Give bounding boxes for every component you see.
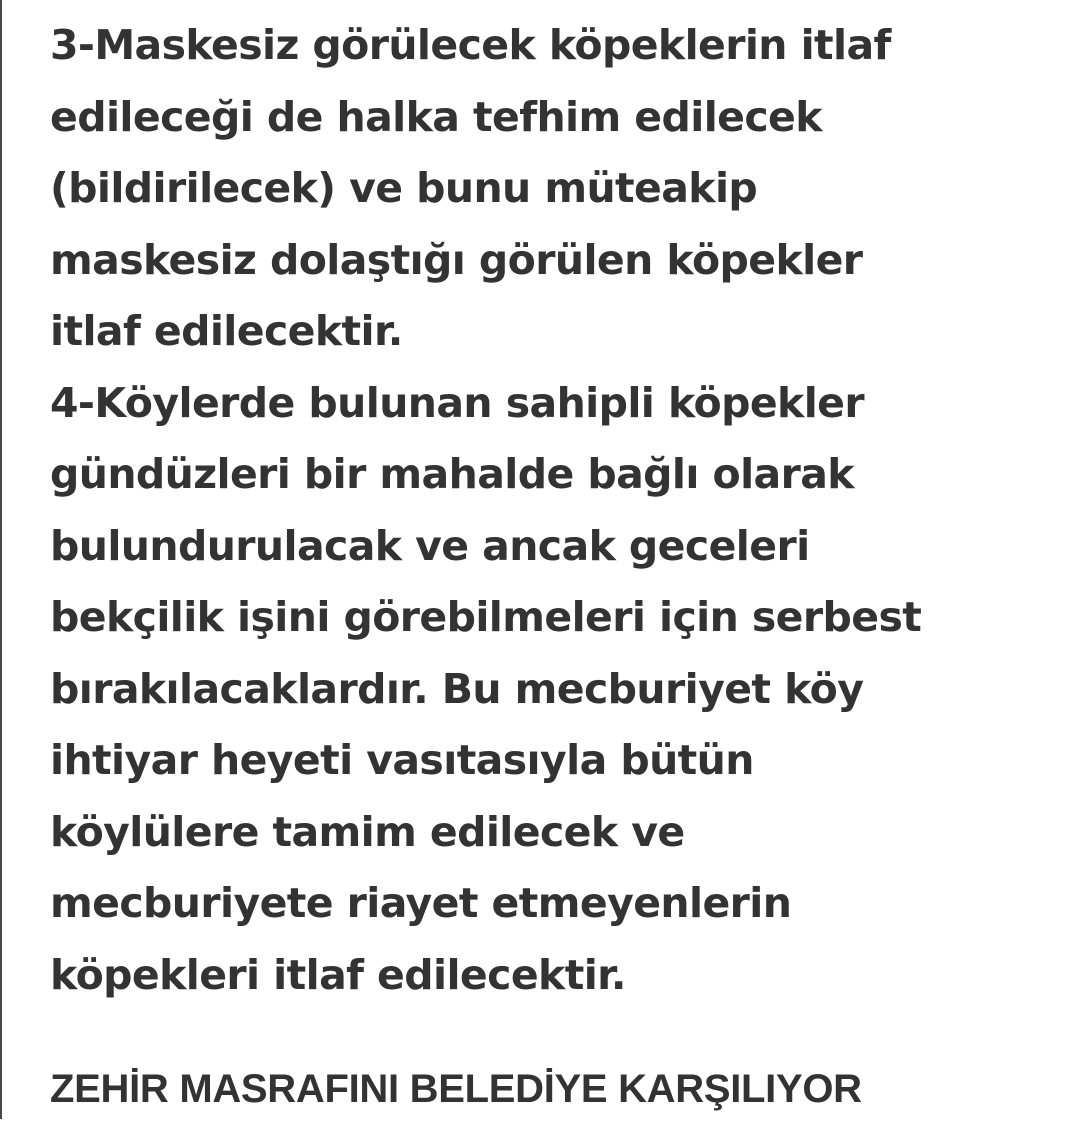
paragraph-item-3 <box>50 10 1060 368</box>
left-border-divider <box>0 0 2 1119</box>
paragraph-line: bulundurulacak ve ancak geceleri <box>50 521 810 570</box>
paragraph-line: köpekleri itlaf edilecektir. <box>50 950 626 999</box>
article-body <box>50 10 1060 1011</box>
paragraph-line: ihtiyar heyeti vasıtasıyla bütün <box>50 736 754 784</box>
paragraph-line: 4-Köylerde bulunan sahipli köpekler <box>50 378 864 427</box>
paragraph-line: gündüzleri bir mahalde bağlı olarak <box>50 450 854 498</box>
paragraph-line: 3-Maskesiz görülecek köpeklerin itlaf <box>50 21 891 69</box>
paragraph-line: itlaf edilecektir. <box>50 307 403 355</box>
paragraph-line: mecburiyete riayet etmeyenlerin <box>50 879 792 927</box>
paragraph-line: maskesiz dolaştığı görülen köpekler <box>50 235 863 284</box>
section-subheading: ZEHİR MASRAFINI BELEDİYE KARŞILIYOR <box>50 1067 862 1111</box>
paragraph-item-4 <box>50 368 1060 1012</box>
paragraph-line: (bildirilecek) ve bunu müteakip <box>50 164 758 212</box>
paragraph-line: köylülere tamim edilecek ve <box>50 807 685 856</box>
paragraph-line: bekçilik işini görebilmeleri için serbest <box>50 593 922 641</box>
paragraph-line: edileceği de halka tefhim edilecek <box>50 92 822 141</box>
paragraph-line: bırakılacaklardır. Bu mecburiyet köy <box>50 664 864 713</box>
